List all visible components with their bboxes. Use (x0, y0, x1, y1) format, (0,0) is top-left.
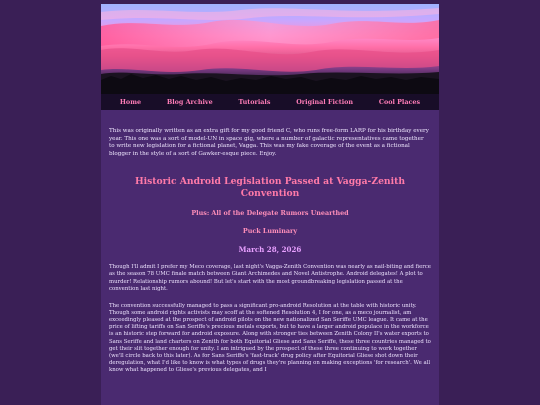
sunset-clouds-image (101, 4, 439, 94)
header-banner-image (101, 4, 439, 94)
nav-blog-archive-link[interactable]: Blog Archive (166, 98, 213, 106)
article-title: Historic Android Legislation Passed at Vagga-Zenith Convention (134, 176, 406, 199)
article-date: March 28, 2026 (238, 245, 302, 255)
main-content (101, 110, 439, 374)
article-paragraph-1: Though I'll admit I prefer my Meco coverage, last night's Vagga-Zenith Convention was nearly as nail-biting and fierce as the season 78 UMC finale match between Giant Archimedes and Novel Antistrophe. Android delegates! A plot to murder! Relationship rumors abound! But let's start with the most groundbreaking legislation passed at the convention last night. (109, 264, 431, 292)
article-author: Puck Luminary (242, 227, 298, 236)
page-container (101, 4, 439, 405)
main-navigation (101, 94, 439, 110)
nav-tutorials-link[interactable]: Tutorials (238, 98, 271, 106)
intro-paragraph: This was originally written as an extra gift for my good friend C, who runs free-form LARP for his birthday every year. This one was a sort of model-UN in space gig, where a number of galactic representatives came together to write new legislation for a fictional planet, Vagga. This was my fake coverage of the event as a fictional blogger in the style of a sort of Gawker-esque piece. Enjoy. (109, 128, 429, 157)
nav-original-fiction-link[interactable]: Original Fiction (296, 98, 354, 106)
article-subtitle: Plus: All of the Delegate Rumors Unearthed (191, 209, 349, 218)
article-paragraph-2: The convention successfully managed to pass a significant pro-android Resolution at the table with historic unity. Though some android rights activists may scoff at the softened Resolution 4, I for one, as a meco journalist, am exceedingly pleased at the prospect of android pilots on the new nationalized San Seriffe UMC league. It came at the price of lifting tariffs on San Seriffe's precious metals exports, but to have a larger android populace in the workforce is an historic step forward for android exposure. Along with stronger ties between Zenith Colony II's water exports to Sans Seriffe and land charters on Zenith for both Equitorial Gliese and Sans Seriffe, these three countries managed to get their slit together enough for unity. I am intrigued by the prospect of these three continuing to work together (we'll circle back to this later). As for Sans Seriffe's 'fast-track' drug policy after Equitorial Gliese shot down their deregulation, what I'd like to know is what types of drugs they're planning on making exceptions 'for research'. We all know what happened to Gliese's previous delegates, and I (109, 302, 431, 374)
nav-home-link[interactable]: Home (119, 98, 142, 106)
nav-cool-places-link[interactable]: Cool Places (378, 98, 421, 106)
